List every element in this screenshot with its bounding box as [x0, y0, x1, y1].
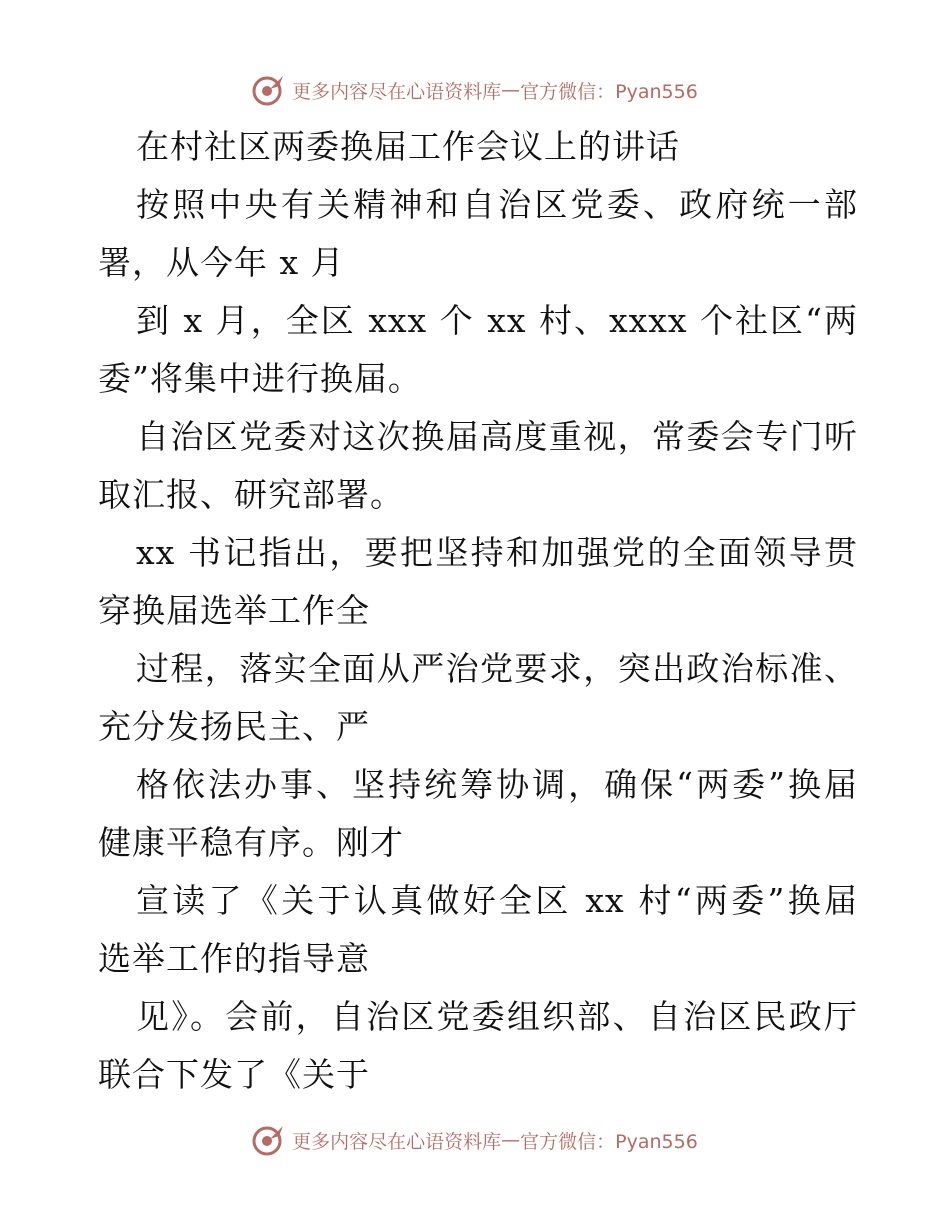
text-line: 到 x 月，全区 xxx 个 xx 村、xxxx 个社区“两	[136, 301, 858, 340]
text-line: 联合下发了《关于	[98, 1055, 370, 1094]
watermark-main-text: 更多内容尽在心语资料库	[292, 80, 502, 103]
text-line: xx 书记指出，要把坚持和加强党的全面领导贯	[136, 533, 858, 572]
text-line: 健康平稳有序。刚才	[98, 823, 404, 862]
watermark-dash: —	[501, 1129, 521, 1151]
watermark-main-text: 更多内容尽在心语资料库	[292, 1130, 502, 1153]
header-watermark	[0, 70, 950, 110]
text-line: 格依法办事、坚持统筹协调，确保“两委”换届	[136, 765, 858, 804]
watermark-dash: —	[501, 79, 521, 101]
text-line: 取汇报、研究部署。	[98, 475, 404, 514]
text-line: 自治区党委对这次换届高度重视，常委会专门听	[136, 417, 858, 456]
text-line: 见》。会前，自治区党委组织部、自治区民政厅	[136, 997, 858, 1036]
document-title: 在村社区两委换届工作会议上的讲话	[136, 127, 680, 166]
watermark-suffix-text: 官方微信：Pyan556	[520, 1130, 698, 1153]
text-line: 按照中央有关精神和自治区党委、政府统一部	[136, 185, 858, 224]
watermark-suffix-text: 官方微信：Pyan556	[520, 80, 698, 103]
quill-logo-icon	[252, 1123, 286, 1157]
document-body	[98, 118, 858, 1104]
text-line: 选举工作的指导意	[98, 939, 370, 978]
text-line: 署，从今年 x 月	[98, 243, 345, 282]
text-line: 过程，落实全面从严治党要求，突出政治标准、	[136, 649, 858, 688]
text-line: 充分发扬民主、严	[98, 707, 370, 746]
text-line: 宣读了《关于认真做好全区 xx 村“两委”换届	[136, 881, 858, 920]
text-line: 委”将集中进行换届。	[98, 359, 422, 398]
footer-watermark	[0, 1120, 950, 1160]
quill-logo-icon	[252, 73, 286, 107]
text-line: 穿换届选举工作全	[98, 591, 370, 630]
